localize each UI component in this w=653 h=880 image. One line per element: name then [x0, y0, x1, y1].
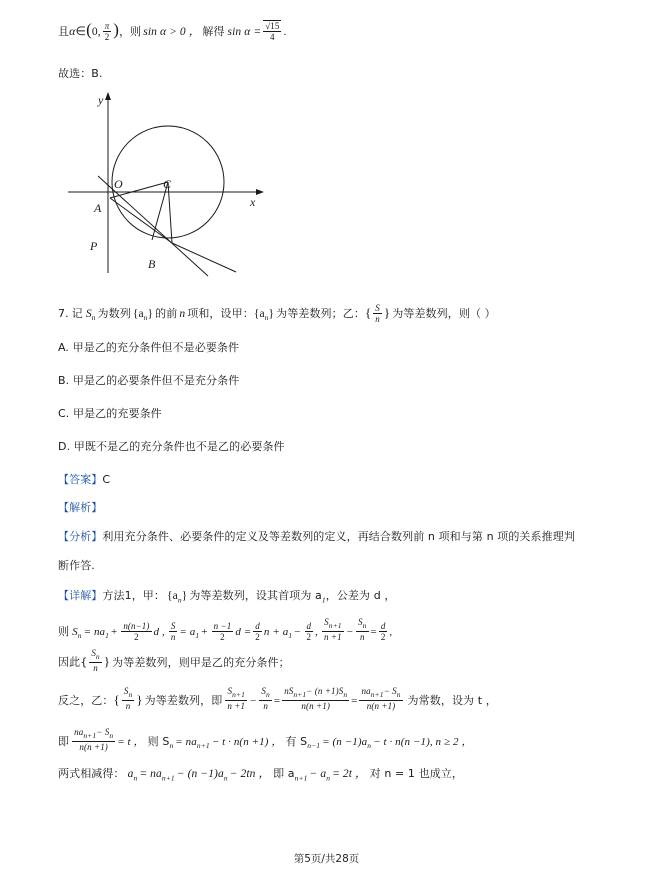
fenxi-label: 【分析】 [58, 530, 103, 543]
question-text-1: 记 [71, 306, 83, 320]
label-O: O [114, 177, 123, 191]
xiangjie-text-2: 为等差数列，设其首项为 a [189, 589, 322, 602]
interval-left: 0 [91, 25, 98, 38]
question-text-3: 的前 [155, 306, 178, 320]
analysis-label: 【解析】 [58, 501, 103, 514]
label-x: x [250, 195, 256, 209]
then-text: ，则 [119, 24, 142, 38]
xiangjie-label: 【详解】 [58, 589, 103, 602]
fanzhi-line: 反之，乙：{ $\frac{S_n}{n}$ } 为等差数列，即 $\frac{S_{n+1}}{n +1}$ − $\frac{S_n}{n}$ = $\frac{nS_{n+1}- (n +1)S_n}{n(n +1)}$ = $\frac{na_{n+1}- S_n}{n(n +1)}$ 为常数，设为 t ， [58, 686, 497, 711]
alpha-symbol: α [69, 23, 76, 38]
question-text-4: 项和，设甲： [187, 306, 254, 320]
label-y: y [98, 93, 104, 107]
option-c: C. 甲是乙的充要条件 [58, 407, 162, 420]
fenxi-text-2: 断作答. [58, 559, 95, 572]
in-symbol: ∈ [75, 23, 87, 38]
answer-choice-line: 故选：B. [58, 67, 103, 80]
question-number: 7. [58, 306, 69, 320]
xiangjie-text-3: ，公差为 d ， [325, 589, 396, 602]
ji-line: 即 $\frac{na_{n+1}- S_n}{n(n +1)}$ = t ， 则 $S_n = na_{n+1} - t \cdot n(n +1)$ ， 有 $S_{n-1} = (n -1)a_n - t \cdot n(n -1)$, n ≥ 2 ， [58, 727, 473, 752]
formula-line-1: 则 $S_n = na_1$ + $\frac{n(n-1)}{2}$ d , $\frac{S}{n}$ = $a_1$ + $\frac{n -1}{2}$ d = $\frac{d}{2}$ $n + a_1$ − $\frac{d}{2}$ , $\frac{S_{n+1}}{n +1}$ − $\frac{S_n}{n}$ = $\frac{d}{2}$ , [58, 617, 393, 642]
answer-label: 【答案】 [58, 473, 103, 486]
fenxi-line [58, 529, 575, 545]
label-B: B [148, 257, 156, 271]
diagram-svg [60, 88, 300, 288]
label-P: P [90, 239, 98, 253]
sin-alpha-equals: sin α = [227, 25, 262, 38]
answer-value: C [102, 473, 111, 486]
option-a: A. 甲是乙的充分条件但不是必要条件 [58, 341, 240, 354]
sn-over-n-fraction: $\frac{S}{n}$ [375, 303, 380, 324]
sqrt15-over-4: $\frac{√15}{4}$ [265, 21, 280, 42]
page-footer: 第5页/共28页 [293, 853, 360, 865]
xiangjie-text-1: 方法1，甲： [102, 589, 166, 602]
liangshi-line: 两式相减得： $a_n = na_{n+1} - (n -1)a_n - 2tn$ ， 即 $a_{n+1} - a_n = 2t$ ， 对 n = 1 也成立， [58, 767, 464, 783]
option-d: D. 甲既不是乙的充分条件也不是乙的必要条件 [58, 440, 285, 453]
period: . [283, 25, 287, 38]
solve-text: 解得 [202, 24, 225, 38]
question-text-6: 为等差数列，则（ ） [392, 306, 496, 320]
top-expression-lead: 且 [58, 24, 70, 38]
sin-alpha-positive: sin α > 0 ， [143, 25, 201, 38]
top-expression: 且α∈(0, $\frac{\pi}{2}$ )，则 sin α > 0 ， 解得 sin α = $\frac{√15}{4}$ . [58, 19, 287, 42]
label-A: A [94, 201, 102, 215]
yinci-line: 因此{ $\frac{S_n}{n}$ } 为等差数列，则甲是乙的充分条件； [58, 648, 290, 673]
fenxi-text: 利用充分条件、必要条件的定义及等差数列的定义，再结合数列前 n 项和与第 n 项的关系推理判 [102, 530, 575, 543]
question-text-2: 为数列 [97, 306, 131, 320]
interval-right-fraction: $\frac{\pi}{2}$ [104, 21, 110, 42]
question-7: 7. 记 $S_n$ 为数列 $\{a_n\}$ 的前 n 项和，设甲：$\{a_n\}$ 为等差数列；乙：{ $\frac{S}{n}$ } 为等差数列，则（ ） [58, 303, 496, 324]
option-b: B. 甲是乙的必要条件但不是充分条件 [58, 374, 240, 387]
answer-line [58, 472, 110, 488]
label-C: C [163, 177, 172, 191]
question-text-5: 为等差数列；乙： [276, 306, 365, 320]
xiangjie-line: 【详解】方法1，甲： $\{a_n\}$ 为等差数列，设其首项为 $a_1$，公差为 d ， [58, 589, 396, 605]
circle-tangent-diagram [60, 88, 300, 288]
